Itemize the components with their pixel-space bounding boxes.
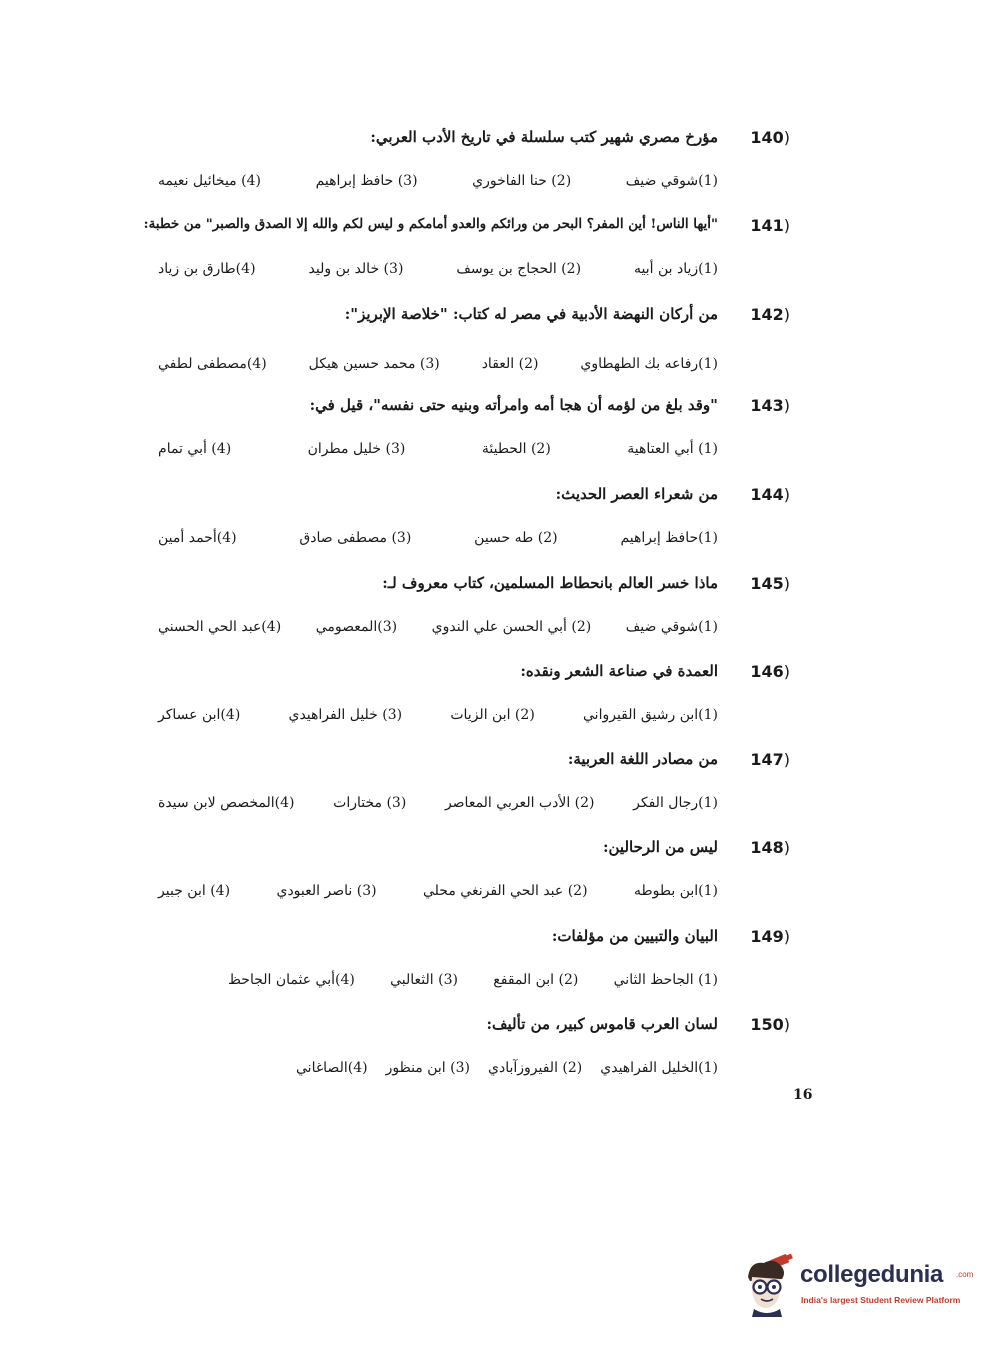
options xyxy=(158,790,718,816)
question-number: 140 ) xyxy=(750,128,790,147)
option-4: (4) ميخائيل نعيمه xyxy=(158,173,261,189)
question-text: "أيها الناس! أين المفر؟ البحر من ورائكم والعدو أمامكم و ليس لكم والله إلا الصدق والصبر" من خطبة: xyxy=(143,216,718,232)
question-number: 149 ) xyxy=(750,927,790,946)
question-number: 144 ) xyxy=(750,485,790,504)
option-4: (4) أبي تمام xyxy=(158,441,232,457)
page-number: 16 xyxy=(793,1087,813,1103)
options xyxy=(158,702,718,728)
option-1: (1)حافظ إبراهيم xyxy=(620,530,718,546)
question-number: 150 ) xyxy=(750,1015,790,1034)
option-1: (1)ابن بطوطه xyxy=(633,883,718,899)
question-150 xyxy=(160,1015,790,1076)
options xyxy=(158,878,718,904)
option-4: (4) ابن جبير xyxy=(158,883,231,899)
option-3: (3) حافظ إبراهيم xyxy=(315,173,418,189)
option-2: (2) الحجاج بن يوسف xyxy=(456,261,582,277)
option-2: (2) حنا الفاخوري xyxy=(472,173,572,189)
option-4: (4)مصطفى لطفي xyxy=(158,356,267,372)
question-text: من مصادر اللغة العربية: xyxy=(567,750,718,768)
question-147 xyxy=(158,750,790,811)
option-1: (1)رفاعه بك الطهطاوي xyxy=(580,356,718,372)
question-number: 145 ) xyxy=(750,574,790,593)
question-text: من أركان النهضة الأدبية في مصر له كتاب: "خلاصة الإبريز": xyxy=(344,305,718,323)
question-143 xyxy=(158,396,790,457)
question-number: 141 ) xyxy=(750,216,790,235)
option-2: (2) الحطيئة xyxy=(481,441,551,457)
options xyxy=(158,168,718,194)
option-2: (2) الفيروزآبادي xyxy=(488,1060,583,1076)
question-144 xyxy=(158,485,790,546)
question-148 xyxy=(158,838,790,899)
options xyxy=(158,256,718,282)
question-text: ماذا خسر العالم بانحطاط المسلمين، كتاب معروف لـ: xyxy=(382,574,718,592)
options xyxy=(158,614,718,640)
option-3: (3) ابن منظور xyxy=(385,1060,470,1076)
question-number: 143 ) xyxy=(750,396,790,415)
option-2: (2) عبد الحي الفرنغي محلي xyxy=(423,883,588,899)
question-text: لسان العرب قاموس كبير، من تأليف: xyxy=(486,1015,718,1033)
option-3: (3) محمد حسين هيكل xyxy=(308,356,440,372)
question-text: البيان والتبيين من مؤلفات: xyxy=(551,927,718,945)
option-3: (3) ناصر العبودي xyxy=(276,883,377,899)
option-4: (4)ابن عساكر xyxy=(158,707,241,723)
question-145 xyxy=(158,574,790,635)
options xyxy=(158,436,718,462)
question-146 xyxy=(158,662,790,723)
option-2: (2) ابن المقفع xyxy=(493,972,579,988)
option-4: (4)الصاغاني xyxy=(296,1060,368,1076)
question-number: 148 ) xyxy=(750,838,790,857)
option-3: (3) خالد بن وليد xyxy=(308,261,404,277)
logo-tagline: India's largest Student Review Platform xyxy=(801,1295,961,1305)
option-2: (2) طه حسين xyxy=(474,530,558,546)
option-2: (2) العقاد xyxy=(481,356,539,372)
logo-domain: .com xyxy=(956,1270,974,1279)
question-number: 147 ) xyxy=(750,750,790,769)
option-1: (1)زياد بن أبيه xyxy=(634,261,718,277)
option-1: (1)شوقي ضيف xyxy=(625,619,718,635)
question-149 xyxy=(160,927,790,988)
option-4: (4)أحمد أمين xyxy=(158,530,237,546)
option-1: (1) أبي العتاهية xyxy=(627,441,718,457)
option-3: (3) مختارات xyxy=(333,795,407,811)
option-2: (2) الأدب العربي المعاصر xyxy=(444,795,595,811)
question-text: "وقد بلغ من لؤمه أن هجا أمه وامرأته وبنيه حتى نفسه"، قيل في: xyxy=(309,396,718,414)
logo-wordmark: collegedunia xyxy=(800,1261,944,1288)
option-1: (1) الجاحظ الثاني xyxy=(613,972,718,988)
option-2: (2) أبي الحسن علي الندوي xyxy=(431,619,592,635)
option-4: (4)أبي عثمان الجاحظ xyxy=(228,972,355,988)
question-text: من شعراء العصر الحديث: xyxy=(555,485,718,503)
option-3: (3) خليل الفراهيدي xyxy=(288,707,403,723)
option-2: (2) ابن الزيات xyxy=(450,707,535,723)
option-4: (4)طارق بن زياد xyxy=(158,261,256,277)
collegedunia-logo[interactable] xyxy=(742,1251,972,1317)
options xyxy=(158,351,718,377)
question-141 xyxy=(143,216,790,277)
option-3: (3) مصطفى صادق xyxy=(299,530,412,546)
option-4: (4)المخصص لابن سيدة xyxy=(158,795,295,811)
option-3: (3)المعصومي xyxy=(315,619,398,635)
question-text: العمدة في صناعة الشعر ونقده: xyxy=(520,662,718,680)
question-142 xyxy=(158,305,790,372)
question-number: 142 ) xyxy=(750,305,790,324)
graduate-mascot-icon xyxy=(742,1251,800,1317)
option-1: (1)ابن رشيق القيرواني xyxy=(583,707,718,723)
option-3: (3) خليل مطران xyxy=(307,441,406,457)
question-140 xyxy=(158,128,790,189)
option-4: (4)عبد الحي الحسني xyxy=(158,619,282,635)
question-text: ليس من الرحالين: xyxy=(602,838,718,856)
option-1: (1)الخليل الفراهيدي xyxy=(600,1060,718,1076)
question-text: مؤرخ مصري شهير كتب سلسلة في تاريخ الأدب العربي: xyxy=(370,128,718,146)
options xyxy=(296,1055,718,1081)
question-number: 146 ) xyxy=(750,662,790,681)
option-3: (3) الثعالبي xyxy=(390,972,458,988)
options xyxy=(158,525,718,551)
option-1: (1)شوقي ضيف xyxy=(625,173,718,189)
options xyxy=(228,967,718,993)
option-1: (1)رجال الفكر xyxy=(633,795,718,811)
